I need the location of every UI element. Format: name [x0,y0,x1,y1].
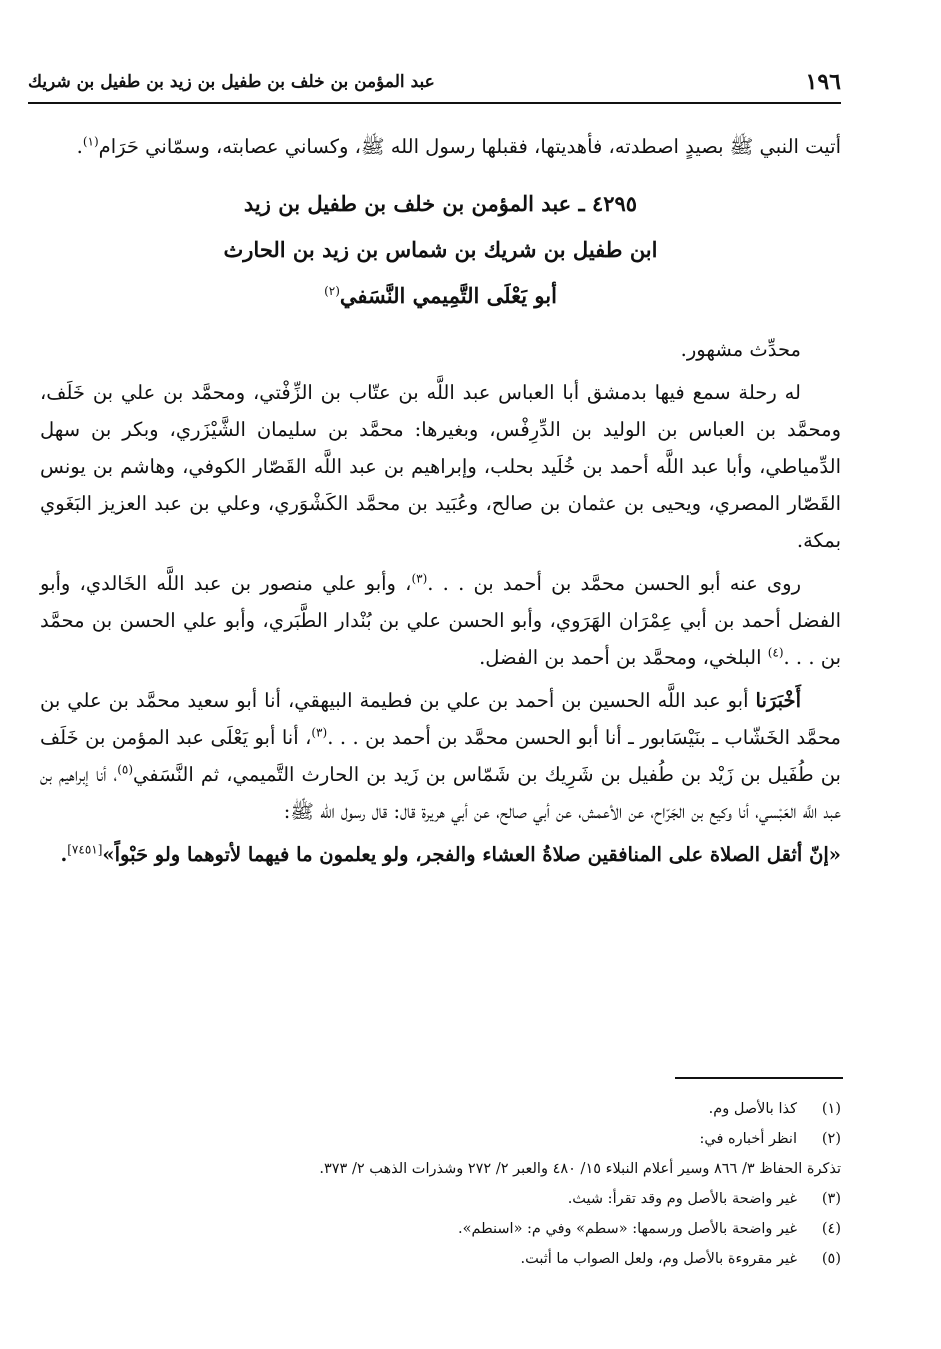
footnote-ref-3: (٣) [411,571,428,586]
isnad-lead: أَخْبَرَنا [755,689,801,712]
footnote-item [40,1124,841,1154]
isnad-text-a: أبو عبد اللَّه الحسين بن أحمد بن علي بن فطيمة البيهقي، أنا أبو سعيد محمَّد بن علي بن محمَّد الخَشّاب ـ بنَيْسَابور ـ أنا أبو الحسن محمَّد بن أحمد بن . . . [40,689,841,749]
footnote-number: (٣) [821,1191,841,1207]
students-text-a: روى عنه أبو الحسن محمَّد بن أحمد بن . . . [427,572,802,595]
footnote-ref-1: (١) [82,134,99,149]
footnote-continuation [40,1154,841,1184]
footnote-text: تذكرة الحفاظ ٣/ ٨٦٦ وسير أعلام النبلاء ١٥/ ٤٨٠ والعبر ٢/ ٢٧٢ وشذرات الذهب ٢/ ٣٧٣. [319,1161,841,1177]
hadith-end: . [60,843,68,866]
intro-paragraph [40,128,841,165]
hadith-body: «إنّ أثقل الصلاة على المنافقين صلاةُ العشاء والفجر، ولو يعلمون ما فيهما لأتوهما ولو حَبْواً» [102,843,841,866]
hadith-text [40,836,841,873]
page-number: ١٩٦ [805,69,841,95]
entry-title-line-3-text: أبو يَعْلَى التَّمِيمي النَّسَفي [339,283,557,308]
footnote-text: كذا بالأصل وم. [708,1101,797,1117]
footnote-ref-5: (٥) [117,762,134,777]
footnote-ref-2: (٢) [324,284,340,298]
entry-title-line-3 [40,273,841,319]
page-header [28,62,841,104]
intro-text: أتيت النبي ﷺ بصيدٍ اصطدته، فأهديتها، فقبلها رسول الله ﷺ، وكساني عصابته، وسمّاني حَرَام [98,135,841,158]
paragraph-description: محدِّث مشهور. [680,338,801,361]
intro-end: . [76,135,83,158]
footnote-ref-4: (٤) [767,645,784,660]
footnote-text: انظر أخباره في: [699,1131,797,1147]
footnote-text: غير واضحة بالأصل ورسمها: «سطم» وفي م: «اسنطم». [457,1221,797,1237]
footnote-item [40,1184,841,1214]
footnote-item [40,1094,841,1124]
paragraph-teachers: له رحلة سمع فيها بدمشق أبا العباس عبد اللَّه بن عتّاب بن الزِّفْتي، ومحمَّد بن علي بن خَلَف، ومحمَّد بن العباس بن الوليد بن الدِّرِفْس، وبغيرها: محمَّد بن سليمان الشَّيْزَري، وبكر بن سهل الدِّمياطي، وأبا عبد اللَّه أحمد بن خُلَيد بحلب، وإبراهيم بن عبد اللَّه القَصّار الكوفي، وهاشم بن يونس القَصّار المصري، ويحيى بن عثمان بن صالح، وعُبَيد بن محمَّد الكَشْوَري، وعلي بن عبد العزيز البَغَوي بمكة. [40,381,841,552]
running-title: عبد المؤمن بن خلف بن طفيل بن زيد بن طفيل بن شريك [28,72,435,92]
footnote-text: غير واضحة بالأصل وم وقد تقرأ: شيث. [567,1191,797,1207]
entry-title-line-1: ٤٢٩٥ ـ عبد المؤمن بن خلف بن طفيل بن زيد [243,191,638,216]
students-text-c: البلخي، ومحمَّد بن أحمد بن الفضل. [479,646,768,669]
footnote-text: غير مقروءة بالأصل وم، ولعل الصواب ما أثبت. [520,1251,797,1267]
students-text-b: ، وأبو علي منصور بن عبد اللَّه الخَالدي، وأبو الفضل أحمد بن أبي عِمْرَان الهَرَوي، وأبو الحسن علي بن بُنْدار الطَّبَري، وأبو علي الحسن بن محمَّد بن . . . [40,572,841,669]
hadith-reference: [٧٤٥١] [67,842,103,857]
footnote-ref-3b: (٣) [311,725,328,740]
footnote-number: (٢) [821,1131,841,1147]
paragraph-isnad [40,682,841,830]
paragraph-students [40,565,841,676]
entry-title [40,181,841,319]
footnote-separator [675,1077,843,1079]
footnote-number: (٤) [821,1221,841,1237]
footnote-item [40,1214,841,1244]
main-text [40,128,841,879]
entry-title-line-2: ابن طفيل بن شريك بن شماس بن زيد بن الحارث [223,237,658,262]
isnad-text-c: ، أنا إبراهيم بن عبد اللَّه العَبْسي، أنا وكيع بن الجَرّاح، عن الأعمش، عن أبي صالح، عن أبي هريرة قال: قال رسول الله ﷺ: [40,763,841,823]
footnote-item [40,1244,841,1274]
footnotes [40,1094,841,1274]
footnote-number: (٥) [821,1251,841,1267]
footnote-number: (١) [821,1101,841,1117]
isnad-text-b: ، أنا أبو يَعْلَى عبد المؤمن بن خَلَف بن طُفَيل بن زَيْد بن طُفيل بن شَرِيك بن شَمّاس بن زَيد بن الحارث التَّميمي، ثم النَّسَفي [40,726,841,786]
